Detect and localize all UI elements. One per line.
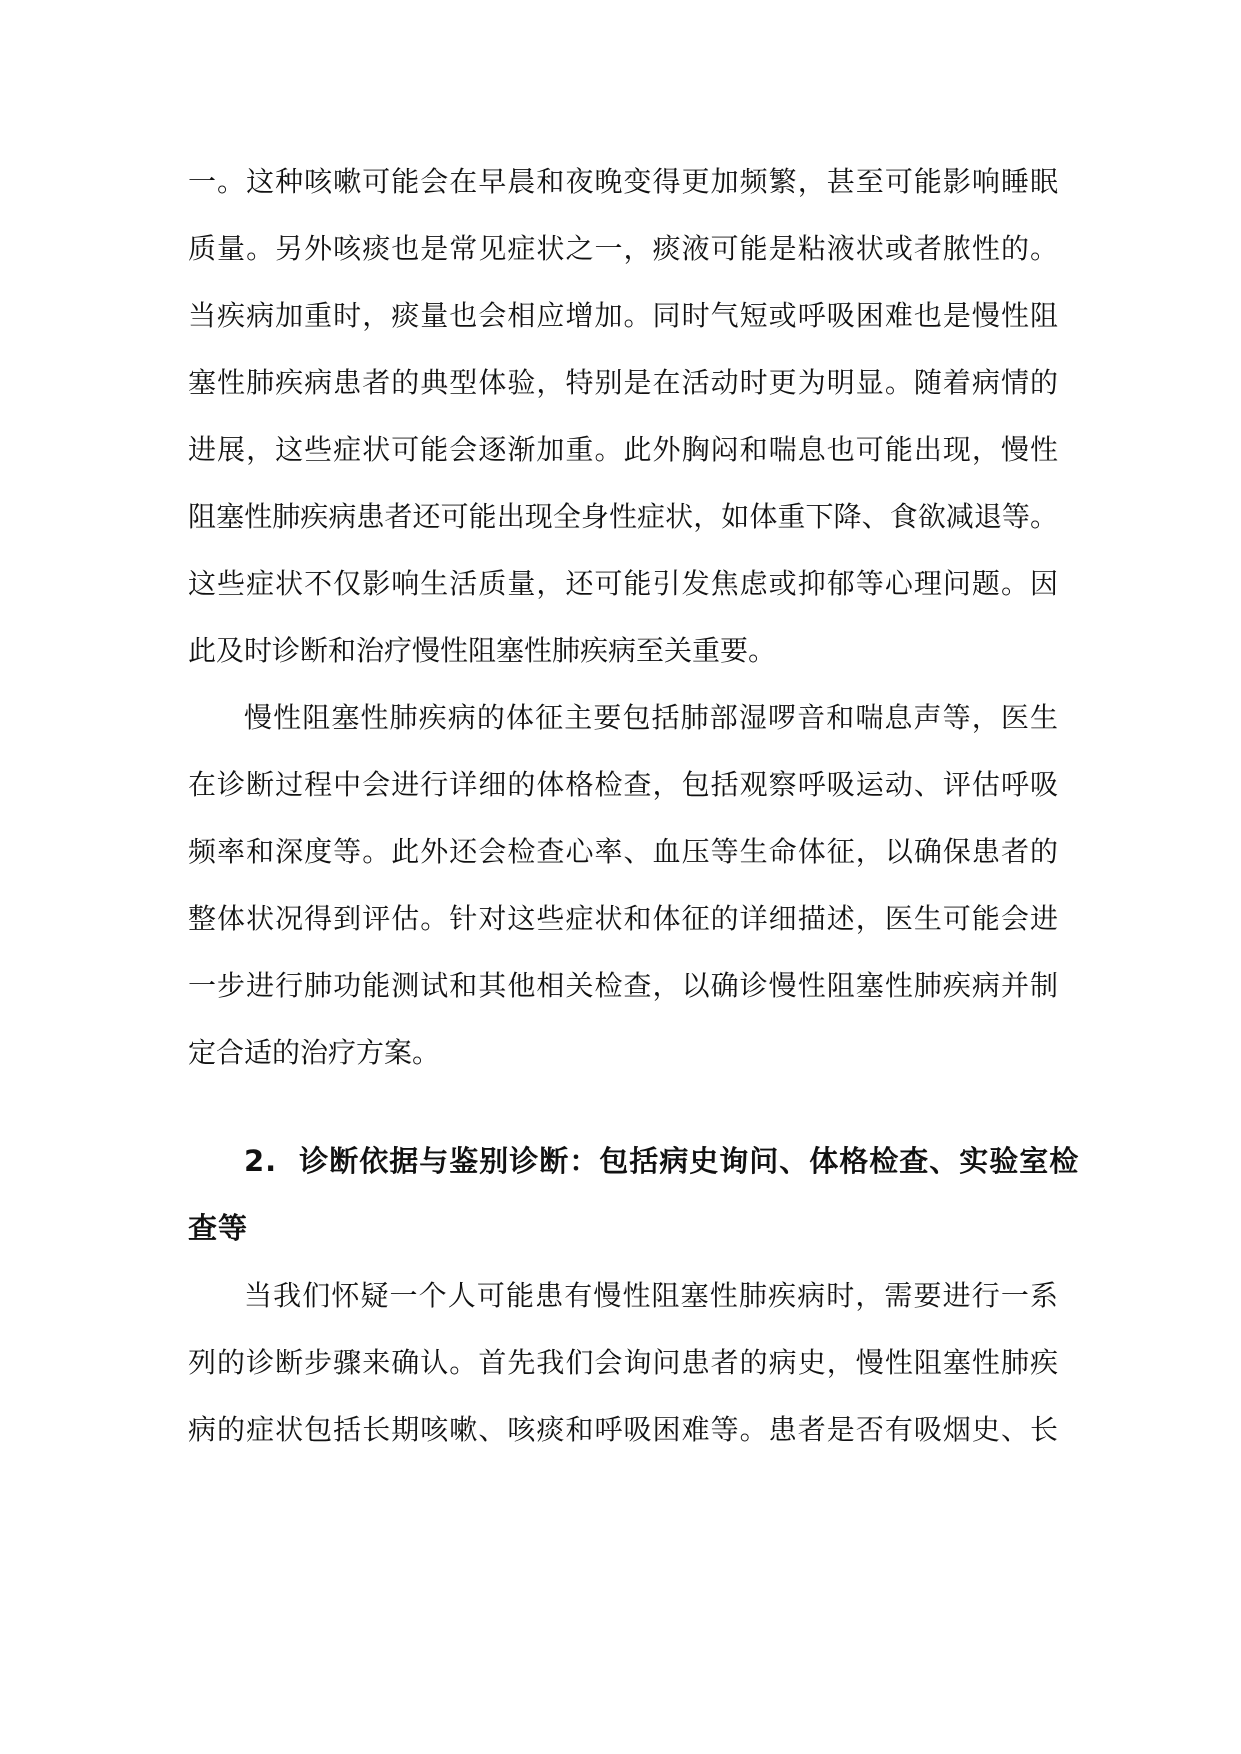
text-line: 质量。另外咳痰也是常见症状之一，痰液可能是粘液状或者脓性的。 (188, 232, 1058, 265)
paragraph-symptoms (188, 148, 1058, 684)
document-body (188, 148, 1080, 1463)
text-line: 当我们怀疑一个人可能患有慢性阻塞性肺疾病时，需要进行一系 (244, 1279, 1058, 1312)
text-line: 频率和深度等。此外还会检查心率、血压等生命体征，以确保患者的 (188, 835, 1058, 868)
text-line: 阻塞性肺疾病患者还可能出现全身性症状，如体重下降、食欲减退等。 (188, 500, 1058, 533)
paragraph-diagnosis (188, 1262, 1058, 1463)
heading-text: 诊断依据与鉴别诊断：包括病史询问、体格检查、实验室检 (299, 1144, 1080, 1178)
text-line: 一。这种咳嗽可能会在早晨和夜晚变得更加频繁，甚至可能影响睡眠 (188, 165, 1058, 198)
text-line: 列的诊断步骤来确认。首先我们会询问患者的病史，慢性阻塞性肺疾 (188, 1346, 1058, 1379)
text-line: 塞性肺疾病患者的典型体验，特别是在活动时更为明显。随着病情的 (188, 366, 1058, 399)
section-heading (188, 1128, 1080, 1262)
heading-line: 查等 (188, 1211, 249, 1245)
heading-number: 2. (244, 1144, 278, 1178)
heading-line (188, 1128, 1080, 1195)
text-line: 此及时诊断和治疗慢性阻塞性肺疾病至关重要。 (188, 634, 777, 667)
text-line: 整体状况得到评估。针对这些症状和体征的详细描述，医生可能会进 (188, 902, 1058, 935)
section-spacer (188, 1086, 1058, 1128)
paragraph-signs (188, 684, 1058, 1086)
text-line: 慢性阻塞性肺疾病的体征主要包括肺部湿啰音和喘息声等，医生 (244, 701, 1058, 734)
text-line: 定合适的治疗方案。 (188, 1036, 441, 1069)
text-line: 一步进行肺功能测试和其他相关检查，以确诊慢性阻塞性肺疾病并制 (188, 969, 1058, 1002)
text-line: 进展，这些症状可能会逐渐加重。此外胸闷和喘息也可能出现，慢性 (188, 433, 1058, 466)
text-line: 这些症状不仅影响生活质量，还可能引发焦虑或抑郁等心理问题。因 (188, 567, 1058, 600)
text-line: 当疾病加重时，痰量也会相应增加。同时气短或呼吸困难也是慢性阻 (188, 299, 1058, 332)
text-line: 病的症状包括长期咳嗽、咳痰和呼吸困难等。患者是否有吸烟史、长 (188, 1413, 1058, 1446)
text-line: 在诊断过程中会进行详细的体格检查，包括观察呼吸运动、评估呼吸 (188, 768, 1058, 801)
